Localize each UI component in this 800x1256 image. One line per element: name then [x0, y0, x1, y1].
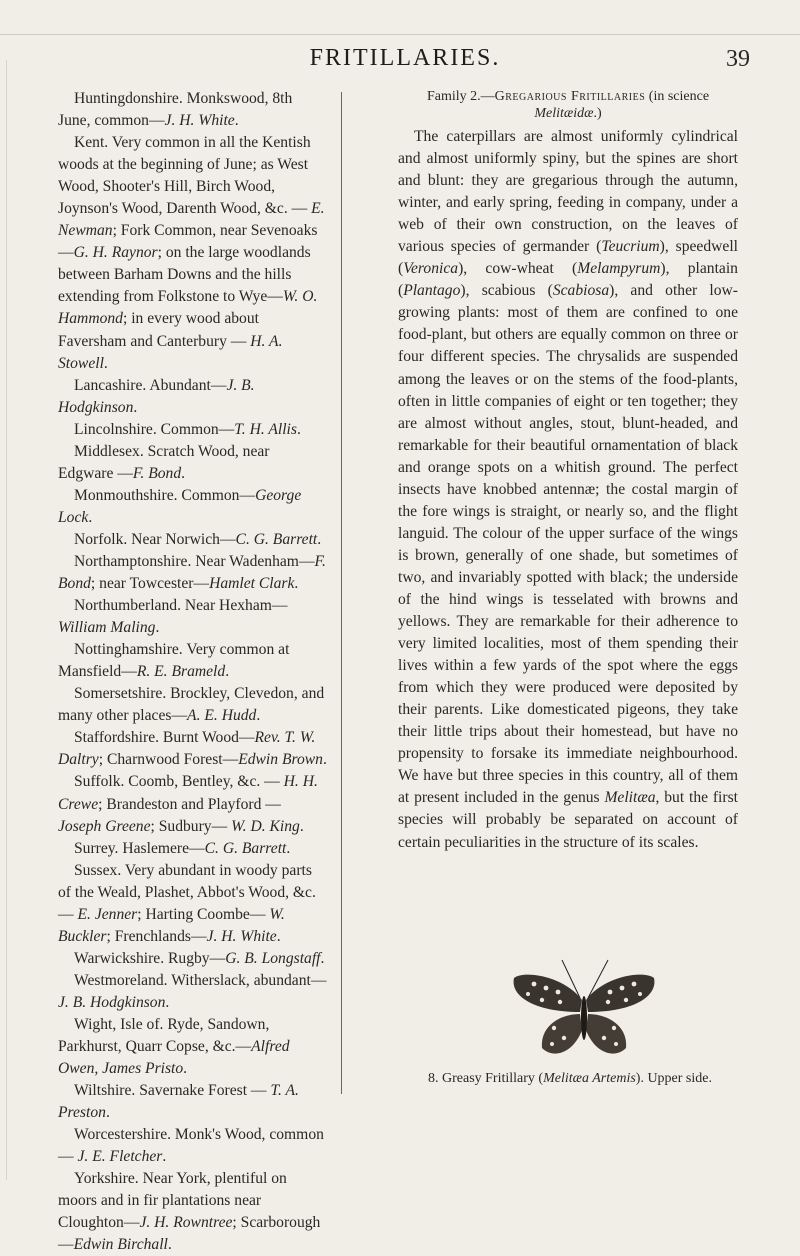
entry-text: ; in every wood about Faversham and Canterbury —: [58, 310, 259, 350]
county-entry: [58, 441, 328, 485]
entry-end: .: [103, 354, 108, 372]
entry-text: Monkswood, 8th June, common—: [58, 90, 293, 130]
entry-text: Ryde, Sandown, Parkhurst, Quarr Copse, &c.—: [58, 1015, 270, 1056]
entry-end: .: [320, 949, 325, 967]
entry-text: Very common in all the Kentish woods at the beginning of June; as West Wood, Shooter's Hill, Birch Wood, Joynson's Wood, Darenth Wood, &c. —: [58, 134, 312, 218]
latin-name: Melampyrum: [577, 260, 661, 278]
entry-text: Very abundant in woody parts of the Weald, Plashet, Abbot's Wood, &c.—: [58, 861, 316, 923]
entry-end: .: [165, 993, 170, 1011]
entry-text: Common—: [156, 420, 235, 438]
county-entry: [58, 1124, 328, 1168]
entry-end: .: [133, 398, 138, 416]
description-paragraph: [398, 126, 738, 854]
entry-end: .: [299, 817, 304, 835]
entry-end: .: [155, 619, 160, 637]
entry-text: ; Brandeston and Playford —: [98, 795, 281, 813]
county-name: Somersetshire.: [74, 685, 167, 703]
entry-end: .: [167, 1236, 172, 1254]
entry-text: ; Scarborough—: [58, 1214, 321, 1254]
recorder-name: T. H. Allis: [234, 420, 297, 438]
butterfly-illustration: [504, 956, 664, 1066]
entry-text: ; Harting Coombe—: [137, 905, 270, 923]
entry-text: Near Wadenham—: [191, 552, 315, 570]
entry-text: Brockley, Clevedon, and many other places—: [58, 685, 325, 725]
county-entry: [58, 595, 328, 639]
county-entry: [58, 132, 328, 375]
entry-text: Rugby—: [164, 949, 226, 967]
recorder-name: William Maling: [58, 619, 156, 637]
recorder-name: G. B. Longstaff: [225, 949, 321, 967]
recorder-name: E. Jenner: [77, 905, 138, 923]
latin-name: Teucrium: [601, 238, 660, 256]
text-run: ), cow-wheat (: [458, 260, 578, 278]
county-entry: [58, 529, 328, 551]
county-entry: [58, 551, 328, 595]
caption-suffix: ). Upper side.: [635, 1071, 712, 1086]
entry-end: .: [162, 1148, 167, 1166]
entry-text: ; on the large woodlands between Barham Downs and the hills extending from Folkstone to Wye—: [58, 244, 311, 306]
recorder-name: J. H. White: [164, 112, 235, 130]
column-divider: [341, 92, 342, 1094]
entry-end: .: [88, 508, 93, 526]
recorder-name: C. G. Barrett: [235, 530, 318, 548]
entry-end: .: [322, 751, 327, 769]
text-run: , but the first species will probably be separated on account of certain peculiarities in the structure of its scales.: [398, 789, 738, 851]
county-name: Norfolk.: [74, 530, 128, 548]
page-top-edge: [0, 0, 800, 35]
county-name: Yorkshire.: [74, 1170, 139, 1188]
latin-name: Scabiosa: [552, 282, 610, 300]
recorder-name: T. A. Preston: [58, 1082, 299, 1122]
running-header: [60, 38, 750, 78]
county-entry: [58, 1014, 328, 1080]
page-number: 39: [726, 46, 750, 72]
recorder-name: G. H. Raynor: [73, 244, 158, 262]
latin-name: Veronica: [403, 260, 459, 278]
recorder-name: Alfred Owen, James Pristo: [58, 1038, 290, 1078]
butterfly-body: [581, 996, 587, 1040]
entry-text: Burnt Wood—: [159, 729, 255, 747]
county-name: Sussex.: [74, 861, 122, 879]
text-run: ), plantain (: [398, 260, 738, 300]
recorder-name: A. E. Hudd: [187, 707, 257, 725]
recorder-name: J. H. Rowntree: [139, 1214, 233, 1232]
entry-end: .: [294, 575, 299, 593]
recorder-name: J. B. Hodgkinson: [58, 993, 166, 1011]
county-name: Monmouthshire.: [74, 486, 178, 504]
recorder-name: Hamlet Clark: [209, 575, 295, 593]
entry-text: Near York, plentiful on moors and in fir plantations near Cloughton—: [58, 1170, 287, 1232]
recorder-name: Edwin Brown: [238, 751, 323, 769]
entry-text: Coomb, Bentley, &c. —: [124, 773, 284, 791]
caption-prefix: 8. Greasy Fritillary (: [428, 1071, 544, 1086]
entry-text: Near Norwich—: [127, 530, 236, 548]
text-run: ), scabious (: [460, 282, 553, 300]
county-name: Lincolnshire.: [74, 420, 157, 438]
county-entry: [58, 860, 328, 948]
recorder-name: H. A. Stowell: [58, 332, 283, 372]
entry-text: ; near Towcester—: [90, 575, 210, 593]
entry-end: .: [225, 663, 230, 681]
county-entry: [58, 771, 328, 837]
entry-text: Haslemere—: [118, 839, 205, 857]
left-hind-wing: [542, 1014, 582, 1054]
entry-text: Witherslack, abundant—: [167, 971, 327, 989]
family-heading-prefix: Family 2.—: [426, 89, 495, 104]
county-entry: [58, 1080, 328, 1124]
entry-end: .: [256, 707, 261, 725]
entry-end: .: [183, 1060, 188, 1078]
right-hind-wing: [586, 1014, 626, 1054]
recorder-name: Joseph Greene: [58, 817, 151, 835]
county-name: Kent.: [74, 134, 109, 152]
entry-text: ; Frenchlands—: [106, 927, 207, 945]
county-name: Huntingdonshire.: [74, 90, 183, 107]
county-entry: [58, 727, 328, 771]
county-name: Worcestershire.: [74, 1126, 172, 1144]
county-entry: [58, 948, 328, 970]
entry-text: Common—: [177, 486, 256, 504]
right-fore-wing: [586, 975, 654, 1012]
county-entry: [58, 838, 328, 860]
entry-end: .: [296, 420, 301, 438]
county-name: Warwickshire.: [74, 949, 165, 967]
entry-end: .: [276, 927, 281, 945]
family-heading-latin: Melitæidæ: [534, 106, 594, 121]
county-entry: [58, 419, 328, 441]
recorder-name: J. B. Hodgkinson: [58, 376, 255, 416]
page-title: FRITILLARIES.: [309, 44, 501, 71]
entry-end: .: [181, 464, 186, 482]
family-heading-name: Gregarious Fritillaries: [494, 89, 646, 104]
recorder-name: F. Bond: [58, 552, 326, 593]
county-entry: [58, 970, 328, 1014]
entry-text: Abundant—: [146, 376, 227, 394]
recorder-name: George Lock: [58, 486, 302, 526]
county-name: Westmoreland.: [74, 971, 168, 989]
left-column: [58, 88, 328, 1256]
entry-text: Near Hexham—: [180, 597, 288, 615]
county-entry: [58, 485, 328, 529]
text-run: ), speedwell (: [398, 238, 738, 278]
entry-text: ; Fork Common, near Sevenoaks—: [58, 222, 318, 262]
entry-text: Very common at Mansfield—: [58, 641, 290, 681]
county-name: Wiltshire.: [74, 1082, 136, 1100]
page-margin-shadow: [6, 60, 7, 1180]
entry-text: ; Sudbury—: [150, 817, 232, 835]
entry-end: .: [286, 839, 291, 857]
entry-text: ; Charnwood Forest—: [98, 751, 239, 769]
entry-end: .: [317, 530, 322, 548]
family-heading-end: .): [593, 106, 602, 121]
recorder-name: E. Newman: [58, 200, 325, 240]
county-entry: [58, 683, 328, 727]
county-name: Wight, Isle of.: [74, 1015, 164, 1033]
recorder-name: C. G. Barrett: [204, 839, 287, 857]
caption-latin: Melitæa Artemis: [543, 1071, 636, 1086]
entry-end: .: [234, 112, 239, 130]
latin-name: Plantago: [403, 282, 461, 300]
recorder-name: J. H. White: [206, 927, 277, 945]
county-entry: [58, 639, 328, 683]
county-name: Nottinghamshire.: [74, 641, 183, 659]
latin-name: Melitæa: [604, 789, 656, 807]
text-run: ), and other low-growing plants: most of them are confined to one food-plant, but others are equally common on three or four different species. The chrysalids are suspended among the leaves or on the stems of the food-plants, often in little companies of eight or ten together; they are almost without angles, stout, blunt-headed, and remarkable for their beautiful ornamentation of black and orange spots on a whitish ground. The perfect insects have knobbed antennæ; the costal margin of the fore wings is straight, or nearly so, and the flight languid. The colour of the upper surface of the wings is brown, generally of one shade, but sometimes of two, and invariably spotted with black; the underside of the hind wings is tesselated with browns and yellows. They are remarkable for their adherence to very limited localities, most of them spending their lives within a few yards of the spot where the eggs from which they were produced were deposited by their parents. Like domesticated pigeons, they take their little trips about their homestead, but have no propensity to forsake its immediate neighbourhood. We have but three species in this country, all of them at present included in the genus: [398, 282, 738, 807]
county-name: Surrey.: [74, 839, 119, 857]
family-heading-suffix: (in science: [645, 89, 710, 104]
recorder-name: R. E. Brameld: [136, 663, 226, 681]
county-entry: [58, 1168, 328, 1256]
recorder-name: H. H. Crewe: [58, 773, 318, 813]
right-column: [398, 88, 738, 854]
entry-text: Scratch Wood, near Edgware —: [58, 442, 270, 482]
county-name: Suffolk.: [74, 773, 125, 791]
recorder-name: F. Bond: [132, 464, 182, 482]
entry-text: Monk's Wood, common—: [58, 1126, 324, 1166]
recorder-name: W. Buckler: [58, 905, 285, 945]
county-name: Lancashire.: [74, 376, 147, 394]
family-heading: [398, 88, 738, 122]
county-name: Middlesex.: [74, 442, 144, 460]
figure-caption: [400, 1071, 740, 1087]
entry-end: .: [105, 1104, 110, 1122]
text-run: The caterpillars are almost uniformly cylindrical and almost uniformly spiny, but the spines are short and blunt: they are gregarious through the autumn, winter, and early spring, feeding in company, under a web of their own construction, on the leaves of various species of germander (: [398, 128, 738, 256]
entry-text: Savernake Forest —: [135, 1082, 271, 1100]
county-name: Northamptonshire.: [74, 552, 192, 570]
county-name: Staffordshire.: [74, 729, 160, 747]
county-entry: [58, 88, 328, 132]
county-name: Northumberland.: [74, 597, 181, 615]
recorder-name: W. O. Hammond: [58, 288, 318, 328]
county-entry: [58, 375, 328, 419]
recorder-name: Edwin Birchall: [73, 1236, 168, 1254]
recorder-name: Rev. T. W. Daltry: [58, 729, 316, 769]
recorder-name: J. E. Fletcher: [77, 1148, 163, 1166]
recorder-name: W. D. King: [231, 817, 300, 835]
